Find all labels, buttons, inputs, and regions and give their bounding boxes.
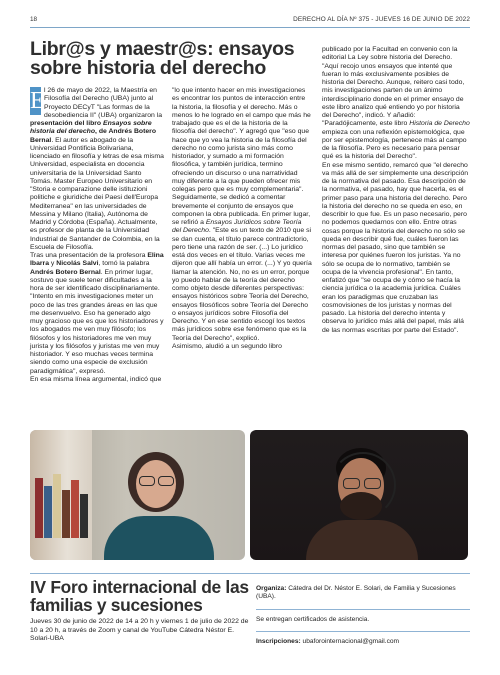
detail-label: Inscripciones: [256, 638, 303, 646]
detail-text[interactable]: ubaforointernacional@gmail.com [302, 638, 400, 646]
article-column-2 [172, 87, 312, 351]
detail-text: Se entregan certificados de asistencia. [256, 615, 370, 623]
paragraph: Seguidamente, se dedicó a comentar brevemente el conjunto de ensayos que componen la obra publicada. En primer lugar, se refirió a Ensayos Jurídicos sobre Teoría del Derecho. "Este es un texto de 2010 que si se dan cuenta, el título parece contradictorio, pero tiene una razón de ser. (...) Lo jurídico está dos veces en el título. Varias veces me dijeron que allí había un error. (...) Y yo quería llamar la atención. No, no es un error, porque yo puedo hablar de la teoría del derecho como objeto desde diferentes perspectivas: ensayos históricos sobre Teoría del Derecho, ensayos filosóficos sobre Teoría del Derecho o ensayos jurídicos sobre Filosofía del Derecho. Y en ese sentido escogí los textos más jurídicos sobre ese fenómeno que es la Teoría del Derecho", explicó. [172, 194, 312, 342]
drop-cap: E [30, 88, 45, 114]
article-title: Libr@s y maestr@s: ensayos sobre historia del derecho [30, 38, 295, 79]
detail-text: Cátedra del Dr. Néstor E. Solari, de Familia y Sucesiones (UBA). [256, 585, 456, 601]
col2-paragraphs [172, 87, 312, 351]
article-column-1 [30, 87, 165, 384]
detail-rule [256, 631, 470, 632]
header-rule [30, 27, 470, 28]
detail-label: Organiza: [256, 585, 289, 592]
forum-title: IV Foro internacional de las familias y sucesiones [30, 577, 249, 615]
col1-paragraphs [30, 87, 165, 384]
bookshelf [30, 430, 92, 560]
article-column-3 [322, 46, 470, 335]
paragraph: En esa misma línea argumental, indicó que [30, 375, 162, 383]
speaker-photo-woman [30, 430, 245, 560]
detail-rule [256, 609, 470, 610]
forum-description: Jueves 30 de junio de 2022 de 14 a 20 h y viernes 1 de julio de 2022 de 10 a 20 h, a través de Zoom y canal de YouTube Cátedra Néstor E. Solari-UBA [30, 618, 249, 643]
forum-details [256, 585, 470, 650]
forum-detail [256, 585, 470, 605]
forum-detail [256, 616, 470, 627]
publication-info: DERECHO AL DÍA Nº 375 - JUEVES 16 DE JUNIO DE 2022 [293, 16, 470, 23]
paragraph: l 26 de mayo de 2022, la Maestría en Filosofía del Derecho (UBA) junto al Proyecto DECyT "Las formas de la desobediencia II" (UBA) organizaron la presentación del libro Ensayos sobre historia del derecho, de Andrés Botero Bernal. El autor es abogado de la Universidad Pontificia Bolivariana, licenciado en filosofía y letras de esa misma Universidad, especialista en docencia universitaria de la Universidad Santo Tomás. Master Europeo Universitario en "Storia e comparazione delle istituzioni politiche e giuridiche dei Paesi dell'Europa Mediterranea" en las universidades de Messina y Milano (Italia), Autónoma de Madrid y Córdoba (España). Actualmente, es profesor de planta de la Universidad Industrial de Santander de Colombia, en la Escuela de Filosofía. [30, 87, 164, 251]
paragraph: En ese mismo sentido, remarcó que "el derecho va más allá de ser simplemente una descripción de la normativa del pasado. Esa descripción de la normativa, el pasado, hay que hacerla, es el primer paso para una historia del derecho. Pero la historia del derecho no se queda en eso, en describir lo que fue. Es un paso necesario, pero no podemos quedarnos con ello. Entre otras cosas porque la historia del derecho no sólo se queda en describir qué fue, cuáles fueron las normas del pasado, sino que también se interesa por quiénes fueron los juristas. Ya no sólo se ocupa de lo normativo, también se ocupa de la vivencia profesional". En tanto, enfatizó que "se ocupa de y cómo se hacía la ciencia jurídica o la academia jurídica. Cuáles eran los paradigmas que cruzaban las cosmovisiones de los juristas y normas del pasado. La historia del derecho intenta y observa lo jurídico más allá del papel, más allá de las normas escritas por parte del Estado". [322, 161, 469, 334]
speaker-photo-man [250, 430, 468, 560]
forum-detail [256, 638, 470, 649]
paragraph: Asimismo, aludió a un segundo libro [172, 342, 282, 350]
paragraph: publicado por la Facultad en convenio con la editorial La Ley sobre historia del Derecho. "Aquí recojo unos ensayos que intenté que fueran lo más exclusivamente posibles de historia del Derecho. Aunque, reitero casi todo, mis investigaciones parten de un ánimo interdisciplinario donde en el primer ensayo de este libro analizo qué entiendo yo por historia del Derecho", indicó. Y añadió: "Paradójicamente, este libro Historia de Derecho empieza con una reflexión epistemológica, que por ser epistemología, pertenece más al campo de la filosofía. Pero es necesario para pensar qué es la historia del Derecho". [322, 46, 470, 161]
paragraph: "lo que intento hacer en mis investigaciones es encontrar los puntos de interacción entre la historia, la filosofía y el derecho. Más o menos lo he logrado en el campo que más he trabajado que es el de la historia de la filosofía del derecho". Y agregó que "eso que hace que yo vea la historia de la filosofía del derecho no como jurista sino más como historiador, y sumado a mi formación filosófica, y también jurídica, termino ofreciendo un discurso o una narratividad muy diferente a la que pueden ofrecer mis colegas pero que es muy complementaria". [172, 87, 311, 193]
paragraph: Tras una presentación de la profesora Elina Ibarra y Nicolás Salvi, tomó la palabra Andrés Botero Bernal. En primer lugar, sostuvo que suele tener dificultades a la hora de ser identificado disciplinariamente. "Intento en mis investigaciones meter un poco de las tres grandes áreas en las que me desenvuelvo. Eso ha generado algo muy gracioso que es que los historiadores y los abogados me ven muy filósofo; los filósofos y los historiadores me ven muy jurista y los filósofos y juristas me ven muy historiador. Y eso muchas veces termina siendo como una especie de exclusión paradigmática", expresó. [30, 252, 164, 375]
page-number: 18 [30, 16, 38, 23]
col3-paragraphs [322, 46, 470, 335]
forum-top-rule [30, 573, 470, 574]
